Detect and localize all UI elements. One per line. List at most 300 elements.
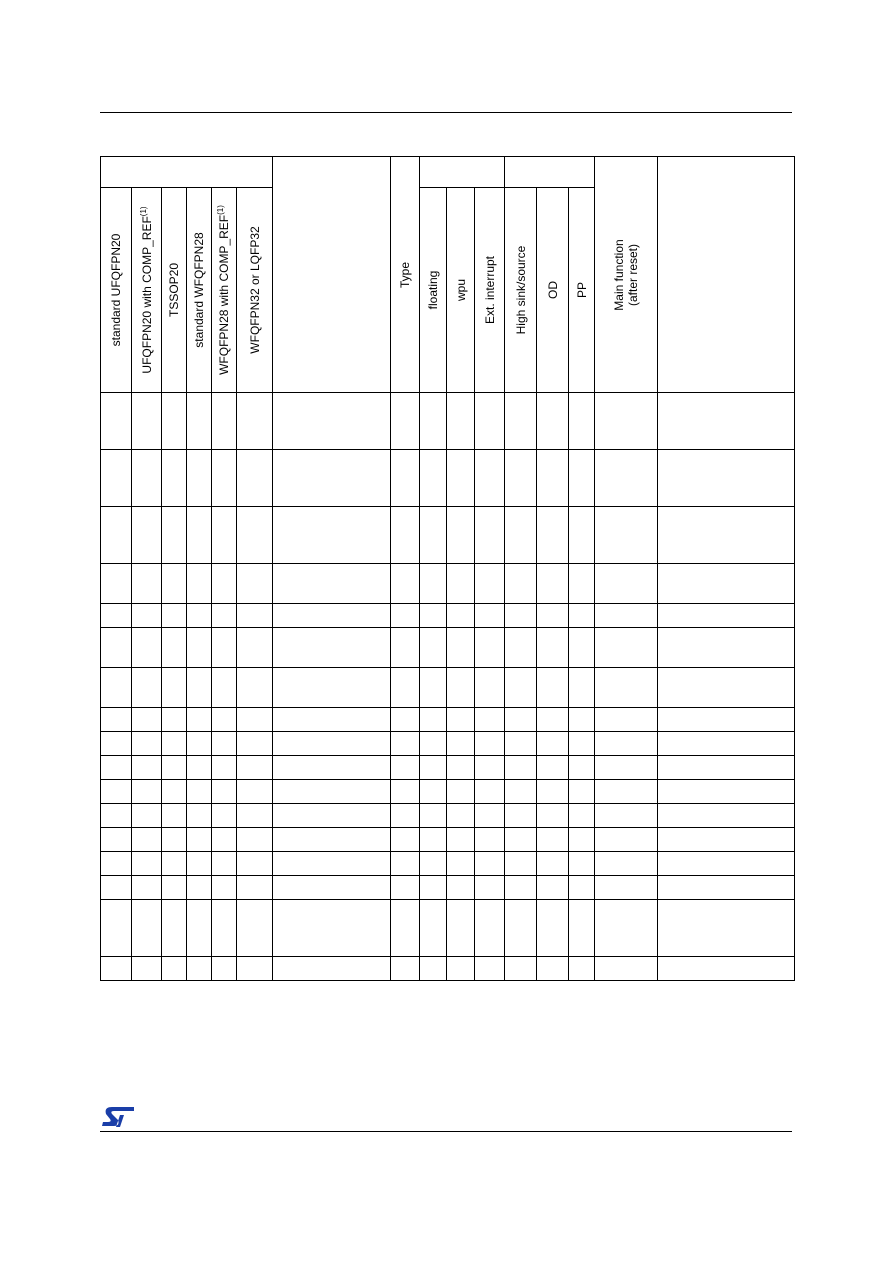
table-cell — [475, 804, 505, 828]
table-cell — [212, 804, 237, 828]
table-cell — [537, 450, 569, 507]
table-cell — [475, 604, 505, 628]
output-header-od: OD — [537, 188, 569, 393]
table-cell — [537, 756, 569, 780]
table-cell — [658, 957, 795, 981]
table-cell — [505, 708, 537, 732]
table-cell — [162, 564, 187, 604]
table-row — [101, 628, 795, 668]
table-cell — [101, 628, 132, 668]
table-cell — [447, 780, 475, 804]
table-cell — [658, 668, 795, 708]
type-header: Type — [391, 157, 420, 393]
table-cell — [447, 668, 475, 708]
table-cell — [212, 900, 237, 957]
table-cell — [420, 628, 447, 668]
table-cell — [537, 393, 569, 450]
table-cell — [595, 804, 658, 828]
table-cell — [132, 393, 162, 450]
table-row — [101, 876, 795, 900]
header-rule — [100, 112, 792, 113]
table-cell — [537, 564, 569, 604]
table-cell — [505, 900, 537, 957]
table-cell — [212, 876, 237, 900]
table-cell — [273, 852, 391, 876]
table-cell — [132, 828, 162, 852]
table-cell — [132, 876, 162, 900]
table-cell — [595, 957, 658, 981]
pin-description-table — [100, 156, 795, 981]
table-cell — [420, 564, 447, 604]
table-cell — [273, 756, 391, 780]
table-cell — [132, 604, 162, 628]
table-cell — [447, 756, 475, 780]
alternate-function-header — [658, 157, 795, 393]
table-cell — [162, 668, 187, 708]
table-cell — [101, 393, 132, 450]
table-cell — [132, 900, 162, 957]
table-cell — [273, 876, 391, 900]
table-cell — [447, 804, 475, 828]
table-cell — [420, 780, 447, 804]
input-header-wpu: wpu — [447, 188, 475, 393]
table-cell — [162, 450, 187, 507]
table-cell — [569, 900, 595, 957]
table-cell — [101, 804, 132, 828]
table-cell — [237, 604, 273, 628]
table-cell — [162, 804, 187, 828]
table-row — [101, 507, 795, 564]
table-cell — [569, 507, 595, 564]
table-cell — [658, 450, 795, 507]
table-cell — [569, 668, 595, 708]
table-cell — [537, 852, 569, 876]
table-cell — [212, 628, 237, 668]
package-header-wfqfpn28-comp-ref: WFQFPN28 with COMP_REF$^{(1)}$ — [212, 188, 237, 393]
table-cell — [187, 628, 212, 668]
table-cell — [420, 450, 447, 507]
table-cell — [187, 604, 212, 628]
table-cell — [391, 628, 420, 668]
table-cell — [237, 507, 273, 564]
table-cell — [101, 828, 132, 852]
input-header-ext-interrupt: Ext. interrupt — [475, 188, 505, 393]
table-cell — [475, 957, 505, 981]
table-cell — [237, 564, 273, 604]
table-row — [101, 708, 795, 732]
table-cell — [237, 732, 273, 756]
table-cell — [420, 876, 447, 900]
table-cell — [237, 780, 273, 804]
table-cell — [187, 876, 212, 900]
table-cell — [447, 450, 475, 507]
table-cell — [658, 876, 795, 900]
table-cell — [537, 900, 569, 957]
table-cell — [569, 450, 595, 507]
table-cell — [569, 393, 595, 450]
package-header-ufqfpn20: standard UFQFPN20 — [101, 188, 132, 393]
table-cell — [658, 604, 795, 628]
main-function-header: Main function (after reset) — [595, 157, 658, 393]
table-cell — [212, 564, 237, 604]
table-cell — [162, 957, 187, 981]
table-cell — [237, 828, 273, 852]
table-cell — [273, 564, 391, 604]
table-cell — [391, 732, 420, 756]
table-cell — [391, 957, 420, 981]
table-cell — [237, 852, 273, 876]
table-cell — [537, 780, 569, 804]
table-cell — [505, 756, 537, 780]
table-cell — [101, 876, 132, 900]
table-cell — [101, 604, 132, 628]
table-cell — [420, 900, 447, 957]
table-cell — [475, 756, 505, 780]
table-cell — [475, 876, 505, 900]
table-cell — [595, 732, 658, 756]
table-cell — [658, 804, 795, 828]
table-cell — [212, 393, 237, 450]
table-cell — [658, 393, 795, 450]
table-row — [101, 780, 795, 804]
table-cell — [505, 668, 537, 708]
table-cell — [505, 604, 537, 628]
table-cell — [420, 732, 447, 756]
table-row — [101, 393, 795, 450]
table-cell — [187, 828, 212, 852]
table-cell — [237, 957, 273, 981]
table-cell — [101, 507, 132, 564]
table-cell — [475, 708, 505, 732]
table-cell — [537, 708, 569, 732]
table-cell — [212, 732, 237, 756]
table-cell — [447, 507, 475, 564]
table-cell — [391, 450, 420, 507]
table-cell — [212, 756, 237, 780]
table-cell — [595, 852, 658, 876]
table-cell — [658, 852, 795, 876]
table-row — [101, 900, 795, 957]
table-cell — [595, 780, 658, 804]
table-cell — [447, 732, 475, 756]
table-cell — [273, 604, 391, 628]
table-cell — [505, 828, 537, 852]
table-cell — [569, 708, 595, 732]
table-cell — [391, 828, 420, 852]
table-cell — [537, 604, 569, 628]
table-cell — [187, 900, 212, 957]
table-cell — [569, 876, 595, 900]
table-cell — [475, 507, 505, 564]
table-cell — [475, 628, 505, 668]
table-cell — [162, 780, 187, 804]
table-cell — [162, 756, 187, 780]
table-cell — [391, 852, 420, 876]
table-cell — [237, 450, 273, 507]
table-cell — [475, 450, 505, 507]
table-cell — [101, 732, 132, 756]
table-cell — [475, 828, 505, 852]
table-cell — [595, 564, 658, 604]
table-cell — [569, 852, 595, 876]
footer-rule — [100, 1131, 792, 1132]
table-cell — [132, 780, 162, 804]
table-cell — [212, 852, 237, 876]
table-row — [101, 756, 795, 780]
table-body — [101, 393, 795, 981]
table-cell — [132, 450, 162, 507]
table-cell — [475, 852, 505, 876]
table-cell — [212, 604, 237, 628]
table-cell — [132, 732, 162, 756]
table-cell — [273, 957, 391, 981]
table-row — [101, 564, 795, 604]
table-cell — [237, 876, 273, 900]
table-cell — [595, 668, 658, 708]
table-cell — [595, 450, 658, 507]
table-cell — [420, 393, 447, 450]
table-cell — [505, 628, 537, 668]
table-cell — [273, 780, 391, 804]
table-cell — [187, 393, 212, 450]
table-row — [101, 450, 795, 507]
table-cell — [658, 628, 795, 668]
output-header-pp: PP — [569, 188, 595, 393]
table-cell — [212, 828, 237, 852]
table-cell — [391, 708, 420, 732]
table-cell — [505, 507, 537, 564]
table-cell — [505, 732, 537, 756]
table-cell — [447, 828, 475, 852]
table-cell — [391, 507, 420, 564]
output-header-high-sink: High sink/source — [505, 188, 537, 393]
table-cell — [237, 708, 273, 732]
table-cell — [391, 900, 420, 957]
table-cell — [187, 780, 212, 804]
table-cell — [101, 668, 132, 708]
table-cell — [420, 507, 447, 564]
table-cell — [420, 668, 447, 708]
table-cell — [475, 668, 505, 708]
table-cell — [101, 852, 132, 876]
table-cell — [447, 900, 475, 957]
table-cell — [505, 852, 537, 876]
table-cell — [237, 756, 273, 780]
table-cell — [658, 708, 795, 732]
table-cell — [447, 957, 475, 981]
table-cell — [162, 393, 187, 450]
table-cell — [447, 393, 475, 450]
table-cell — [537, 804, 569, 828]
header-group-row — [101, 157, 795, 188]
table-cell — [187, 668, 212, 708]
table-cell — [132, 708, 162, 732]
table-cell — [595, 708, 658, 732]
table-cell — [212, 450, 237, 507]
table-cell — [569, 756, 595, 780]
table-cell — [237, 804, 273, 828]
table-cell — [391, 756, 420, 780]
table-cell — [162, 507, 187, 564]
table-cell — [237, 628, 273, 668]
table-cell — [212, 507, 237, 564]
table-cell — [187, 708, 212, 732]
table-cell — [162, 732, 187, 756]
table-cell — [101, 450, 132, 507]
table-cell — [391, 876, 420, 900]
table-cell — [595, 604, 658, 628]
table-cell — [595, 828, 658, 852]
table-cell — [447, 604, 475, 628]
package-header-tssop20: TSSOP20 — [162, 188, 187, 393]
table-cell — [658, 828, 795, 852]
table-cell — [420, 708, 447, 732]
table-cell — [273, 628, 391, 668]
table-cell — [475, 732, 505, 756]
table-cell — [132, 564, 162, 604]
output-group-header — [505, 157, 595, 188]
table-cell — [101, 957, 132, 981]
table-cell — [273, 708, 391, 732]
table-cell — [132, 668, 162, 708]
table-cell — [212, 668, 237, 708]
table-cell — [237, 900, 273, 957]
table-cell — [569, 828, 595, 852]
table-cell — [537, 732, 569, 756]
table-cell — [658, 732, 795, 756]
table-cell — [537, 828, 569, 852]
table-cell — [658, 900, 795, 957]
table-cell — [447, 708, 475, 732]
table-cell — [162, 628, 187, 668]
table-cell — [212, 708, 237, 732]
table-cell — [212, 957, 237, 981]
pin-name-header — [273, 157, 391, 393]
table-cell — [273, 732, 391, 756]
table-cell — [569, 780, 595, 804]
table-cell — [273, 900, 391, 957]
table-cell — [391, 393, 420, 450]
table-cell — [537, 507, 569, 564]
table-cell — [391, 604, 420, 628]
table-cell — [420, 604, 447, 628]
table-cell — [391, 780, 420, 804]
table-cell — [273, 804, 391, 828]
table-cell — [273, 393, 391, 450]
table-cell — [475, 900, 505, 957]
table-cell — [187, 804, 212, 828]
table-cell — [162, 852, 187, 876]
table-row — [101, 957, 795, 981]
table-cell — [505, 780, 537, 804]
table-row — [101, 732, 795, 756]
table-cell — [505, 564, 537, 604]
table-cell — [162, 900, 187, 957]
table-cell — [391, 804, 420, 828]
table-cell — [273, 668, 391, 708]
table-cell — [162, 604, 187, 628]
table-row — [101, 852, 795, 876]
table-cell — [101, 756, 132, 780]
table-cell — [595, 628, 658, 668]
table-cell — [658, 780, 795, 804]
table-cell — [420, 756, 447, 780]
table-cell — [595, 393, 658, 450]
table-cell — [187, 732, 212, 756]
table-cell — [505, 804, 537, 828]
table-cell — [162, 828, 187, 852]
table-cell — [420, 957, 447, 981]
table-cell — [537, 957, 569, 981]
table-cell — [475, 564, 505, 604]
table-cell — [537, 628, 569, 668]
package-header-wfqfpn28: standard WFQFPN28 — [187, 188, 212, 393]
table-cell — [187, 507, 212, 564]
table-cell — [505, 957, 537, 981]
table-cell — [569, 564, 595, 604]
table-cell — [237, 393, 273, 450]
package-header-ufqfpn20-comp-ref: UFQFPN20 with COMP_REF$^{(1)}$ — [132, 188, 162, 393]
table-row — [101, 804, 795, 828]
table-cell — [132, 804, 162, 828]
table-cell — [569, 732, 595, 756]
table-cell — [162, 876, 187, 900]
table-cell — [237, 668, 273, 708]
table-row — [101, 604, 795, 628]
table-cell — [132, 507, 162, 564]
table-cell — [132, 957, 162, 981]
table-cell — [595, 900, 658, 957]
table-cell — [420, 852, 447, 876]
table-cell — [101, 900, 132, 957]
table-row — [101, 828, 795, 852]
table-cell — [505, 876, 537, 900]
table-cell — [475, 393, 505, 450]
table-cell — [391, 564, 420, 604]
table-cell — [658, 756, 795, 780]
table-cell — [101, 564, 132, 604]
table-cell — [132, 852, 162, 876]
table-cell — [658, 564, 795, 604]
table-cell — [420, 828, 447, 852]
table-cell — [569, 628, 595, 668]
table-cell — [273, 450, 391, 507]
table-cell — [569, 957, 595, 981]
table-cell — [187, 564, 212, 604]
table-cell — [391, 668, 420, 708]
table-cell — [187, 852, 212, 876]
st-logo-icon — [100, 1106, 136, 1133]
package-header-wfqfpn32-lqfp32: WFQFPN32 or LQFP32 — [237, 188, 273, 393]
table-cell — [187, 450, 212, 507]
table-cell — [132, 628, 162, 668]
table-cell — [447, 876, 475, 900]
table-cell — [420, 804, 447, 828]
table-cell — [447, 628, 475, 668]
table-cell — [101, 708, 132, 732]
table-cell — [505, 393, 537, 450]
table-cell — [505, 450, 537, 507]
table-cell — [187, 756, 212, 780]
table-cell — [212, 780, 237, 804]
table-cell — [447, 564, 475, 604]
input-group-header — [420, 157, 505, 188]
table-cell — [537, 876, 569, 900]
table-cell — [569, 804, 595, 828]
table-cell — [132, 756, 162, 780]
table-row — [101, 668, 795, 708]
table-cell — [273, 507, 391, 564]
